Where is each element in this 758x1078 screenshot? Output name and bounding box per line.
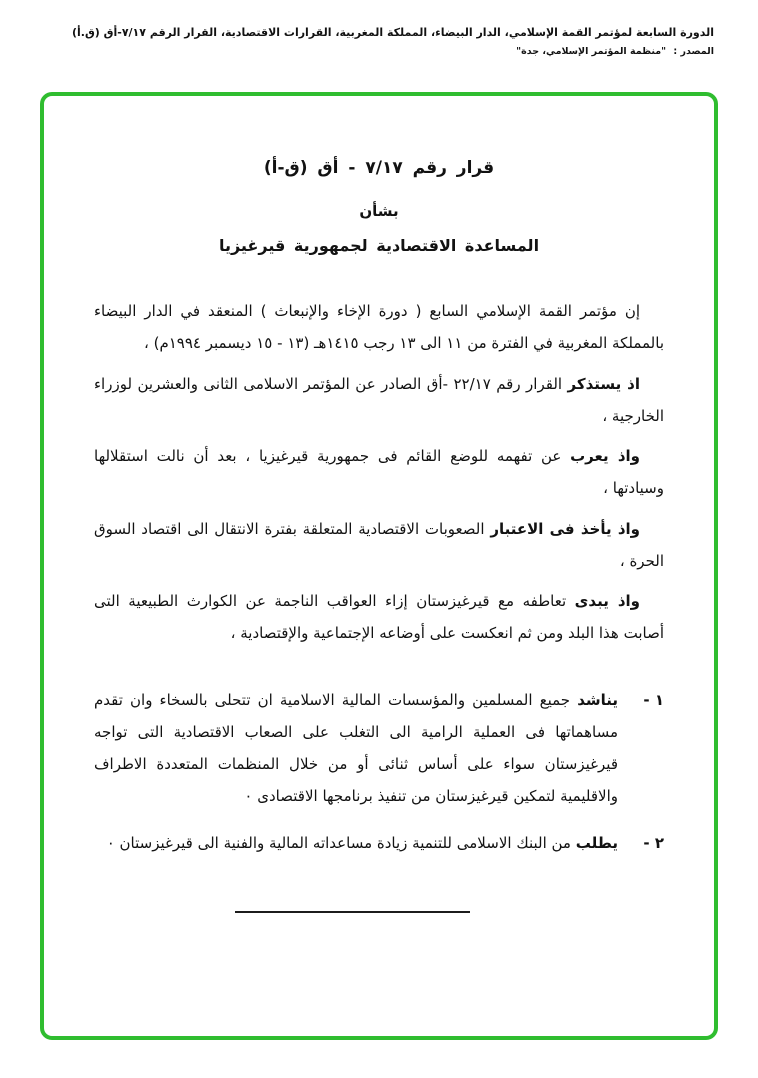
source-citation: الدورة السابعة لمؤتمر القمة الإسلامي، الدار البيضاء، المملكة المغربية، القرارات الاقتصادية، القرار الرقم ٧/١٧-أق (ق.أ): [71, 26, 714, 39]
paragraph-lead: واذ يعرب: [570, 447, 640, 465]
source-label: المصدر :: [673, 46, 714, 57]
item-text: جميع المسلمين والمؤسسات المالية الاسلامية ان تتحلى بالسخاء وان تقدم مساهماتها فى العملية الرامية الى التغلب على الصعاب الاقتصادية التى تواجه قيرغيزستان سواء على أساس ثنائى أو من خلال المنظمات المتعددة الاطراف والاقليمية لتمكين قيرغيزستان من تنفيذ برنامجها الاقتصادى ٠: [94, 690, 618, 806]
item-text: من البنك الاسلامى للتنمية زيادة مساعداته المالية والفنية الى قيرغيزستان ٠: [106, 833, 571, 852]
item-lead: يناشد: [577, 690, 618, 709]
item-number: ١ -: [643, 690, 664, 709]
paragraph-text: عن تفهمه للوضع القائم فى جمهورية قيرغيزيا ، بعد أن نالت استقلالها وسيادتها ،: [94, 447, 664, 498]
source-header: [40, 26, 714, 57]
document-body: [44, 96, 714, 913]
paragraph-text: القرار رقم ٢٢/١٧ -أق الصادر عن المؤتمر الاسلامى الثانى والعشرين لوزراء الخارجية ،: [94, 374, 664, 425]
operative-items: [94, 684, 664, 859]
item-number: ٢ -: [643, 833, 664, 852]
item-text-block: [94, 827, 618, 859]
paragraph-lead: اذ يستذكر: [567, 374, 640, 393]
paragraph-text: تعاطفه مع قيرغيزستان إزاء العواقب الناجمة عن الكوارث الطبيعية التى أصابت هذا البلد ومن ثم انعكست على أوضاعه الإجتماعية والإقتصادية ،: [94, 592, 664, 643]
preamble-paragraph: [94, 368, 664, 433]
resolution-title: قرار رقم ٧/١٧ - أق (ق-أ): [263, 158, 495, 178]
preamble-paragraph: [94, 513, 664, 578]
source-attribution: [40, 46, 714, 57]
preamble-paragraph: [94, 295, 664, 360]
list-item: [94, 684, 664, 813]
end-divider-line: [235, 911, 470, 913]
source-value: "منظمة المؤتمر الإسلامي، جدة": [516, 46, 667, 57]
paragraph-text: الصعوبات الاقتصادية المتعلقة بفترة الانتقال الى اقتصاد السوق الحرة ،: [94, 519, 664, 570]
list-item: [94, 827, 664, 859]
paragraph-lead: واذ يبدى: [574, 592, 640, 610]
subject-label: بشأن: [359, 202, 399, 220]
item-lead: يطلب: [575, 833, 618, 852]
paragraph-text: إن مؤتمر القمة الإسلامي السابع ( دورة الإخاء والإنبعاث ) المنعقد في الدار البيضاء بالمملكة المغربية في الفترة من ١١ الى ١٣ رجب ١٤١٥هـ (١٣ - ١٥ ديسمبر ١٩٩٤م) ،: [94, 302, 664, 353]
green-frame: [40, 92, 718, 1040]
paragraph-lead: واذ يأخذ فى الاعتبار: [490, 519, 640, 538]
preamble-paragraph: [94, 440, 664, 505]
subject-title: المساعدة الاقتصادية لجمهورية قيرغيزيا: [218, 236, 540, 255]
item-text-block: [94, 684, 618, 813]
preamble-paragraph: [94, 585, 664, 650]
